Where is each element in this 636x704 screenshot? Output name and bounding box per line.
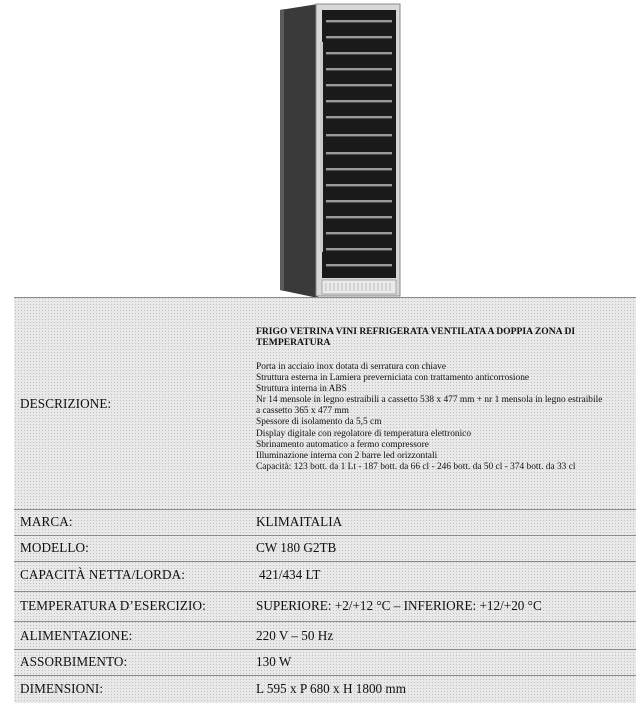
description-label: DESCRIZIONE: xyxy=(20,396,112,411)
description-line: Spessore di isolamento da 5,5 cm xyxy=(256,417,382,428)
description-line: Porta in acciaio inox dotata di serratura con chiave xyxy=(256,362,447,372)
description-line: a cassetto 365 x 477 mm xyxy=(256,406,349,417)
spec-value: 220 V – 50 Hz xyxy=(256,628,334,643)
description-line: Struttura esterna in Lamiera preverniciata con trattamento anticorrosione xyxy=(256,373,530,384)
spec-row-capacita xyxy=(14,561,636,592)
spec-label: TEMPERATURA D’ESERCIZIO: xyxy=(20,598,206,613)
shelf-line xyxy=(326,116,392,118)
cooler-side-panel xyxy=(280,4,318,298)
shelf-line xyxy=(326,84,392,86)
description-line: Nr 14 mensole in legno estraibili a cassetto 538 x 477 mm + nr 1 mensola in legno estraibile xyxy=(256,395,603,406)
description-line: Sbrinamento automatico a fermo compressore xyxy=(256,439,429,450)
spec-row-alimentazione xyxy=(14,621,636,650)
cooler-grille xyxy=(322,280,396,294)
shelf-line xyxy=(326,200,392,202)
shelf-line xyxy=(326,134,392,136)
spec-row-dimensioni xyxy=(14,675,636,704)
spec-row-modello xyxy=(14,535,636,562)
shelf-line xyxy=(326,152,392,154)
spec-value: CW 180 G2TB xyxy=(256,540,337,555)
shelf-line xyxy=(326,232,392,234)
description-row xyxy=(14,297,636,506)
spec-row-marca xyxy=(14,509,636,536)
shelf-line xyxy=(326,68,392,70)
cooler-glass-door xyxy=(322,10,396,278)
shelf-line xyxy=(326,100,392,102)
product-title: FRIGO VETRINA VINI REFRIGERATA VENTILATA A DOPPIA ZONA DI TEMPERATURA xyxy=(256,326,576,348)
shelf-line xyxy=(326,184,392,186)
spec-label: MODELLO: xyxy=(20,540,89,555)
shelf-line xyxy=(326,264,392,266)
door-handle xyxy=(320,42,323,252)
spec-value: L 595 x P 680 x H 1800 mm xyxy=(256,681,406,696)
description-line: Illuminazione interna con 2 barre led orizzontali xyxy=(256,450,438,461)
description-line: Display digitale con regolatore di temperatura elettronico xyxy=(256,428,472,439)
description-line: Capacità: 123 bott. da 1 Lt - 187 bott. da 66 cl - 246 bott. da 50 cl - 374 bott. da 33 cl xyxy=(256,461,576,472)
spec-label: ALIMENTAZIONE: xyxy=(20,628,133,643)
shelf-line xyxy=(326,20,392,22)
spec-value: KLIMAITALIA xyxy=(256,514,343,529)
shelf-line xyxy=(326,248,392,250)
spec-label: MARCA: xyxy=(20,514,73,529)
spec-table xyxy=(14,297,636,703)
shelf-line xyxy=(326,52,392,54)
spec-label: CAPACITÀ NETTA/LORDA: xyxy=(20,567,186,582)
spec-row-temperatura xyxy=(14,591,636,622)
spec-label: DIMENSIONI: xyxy=(20,681,104,696)
description-lines xyxy=(256,362,636,473)
shelf-line xyxy=(326,36,392,38)
spec-label: ASSORBIMENTO: xyxy=(20,654,128,669)
spec-value: SUPERIORE: +2/+12 °C – INFERIORE: +12/+20 °C xyxy=(256,598,542,613)
spec-value: 421/434 LT xyxy=(259,567,321,582)
spec-row-assorbimento xyxy=(14,649,636,676)
shelf-line xyxy=(326,168,392,170)
shelf-line xyxy=(326,216,392,218)
spec-value: 130 W xyxy=(256,654,292,669)
description-line: Struttura interna in ABS xyxy=(256,384,347,395)
wine-cooler-image xyxy=(272,2,404,298)
